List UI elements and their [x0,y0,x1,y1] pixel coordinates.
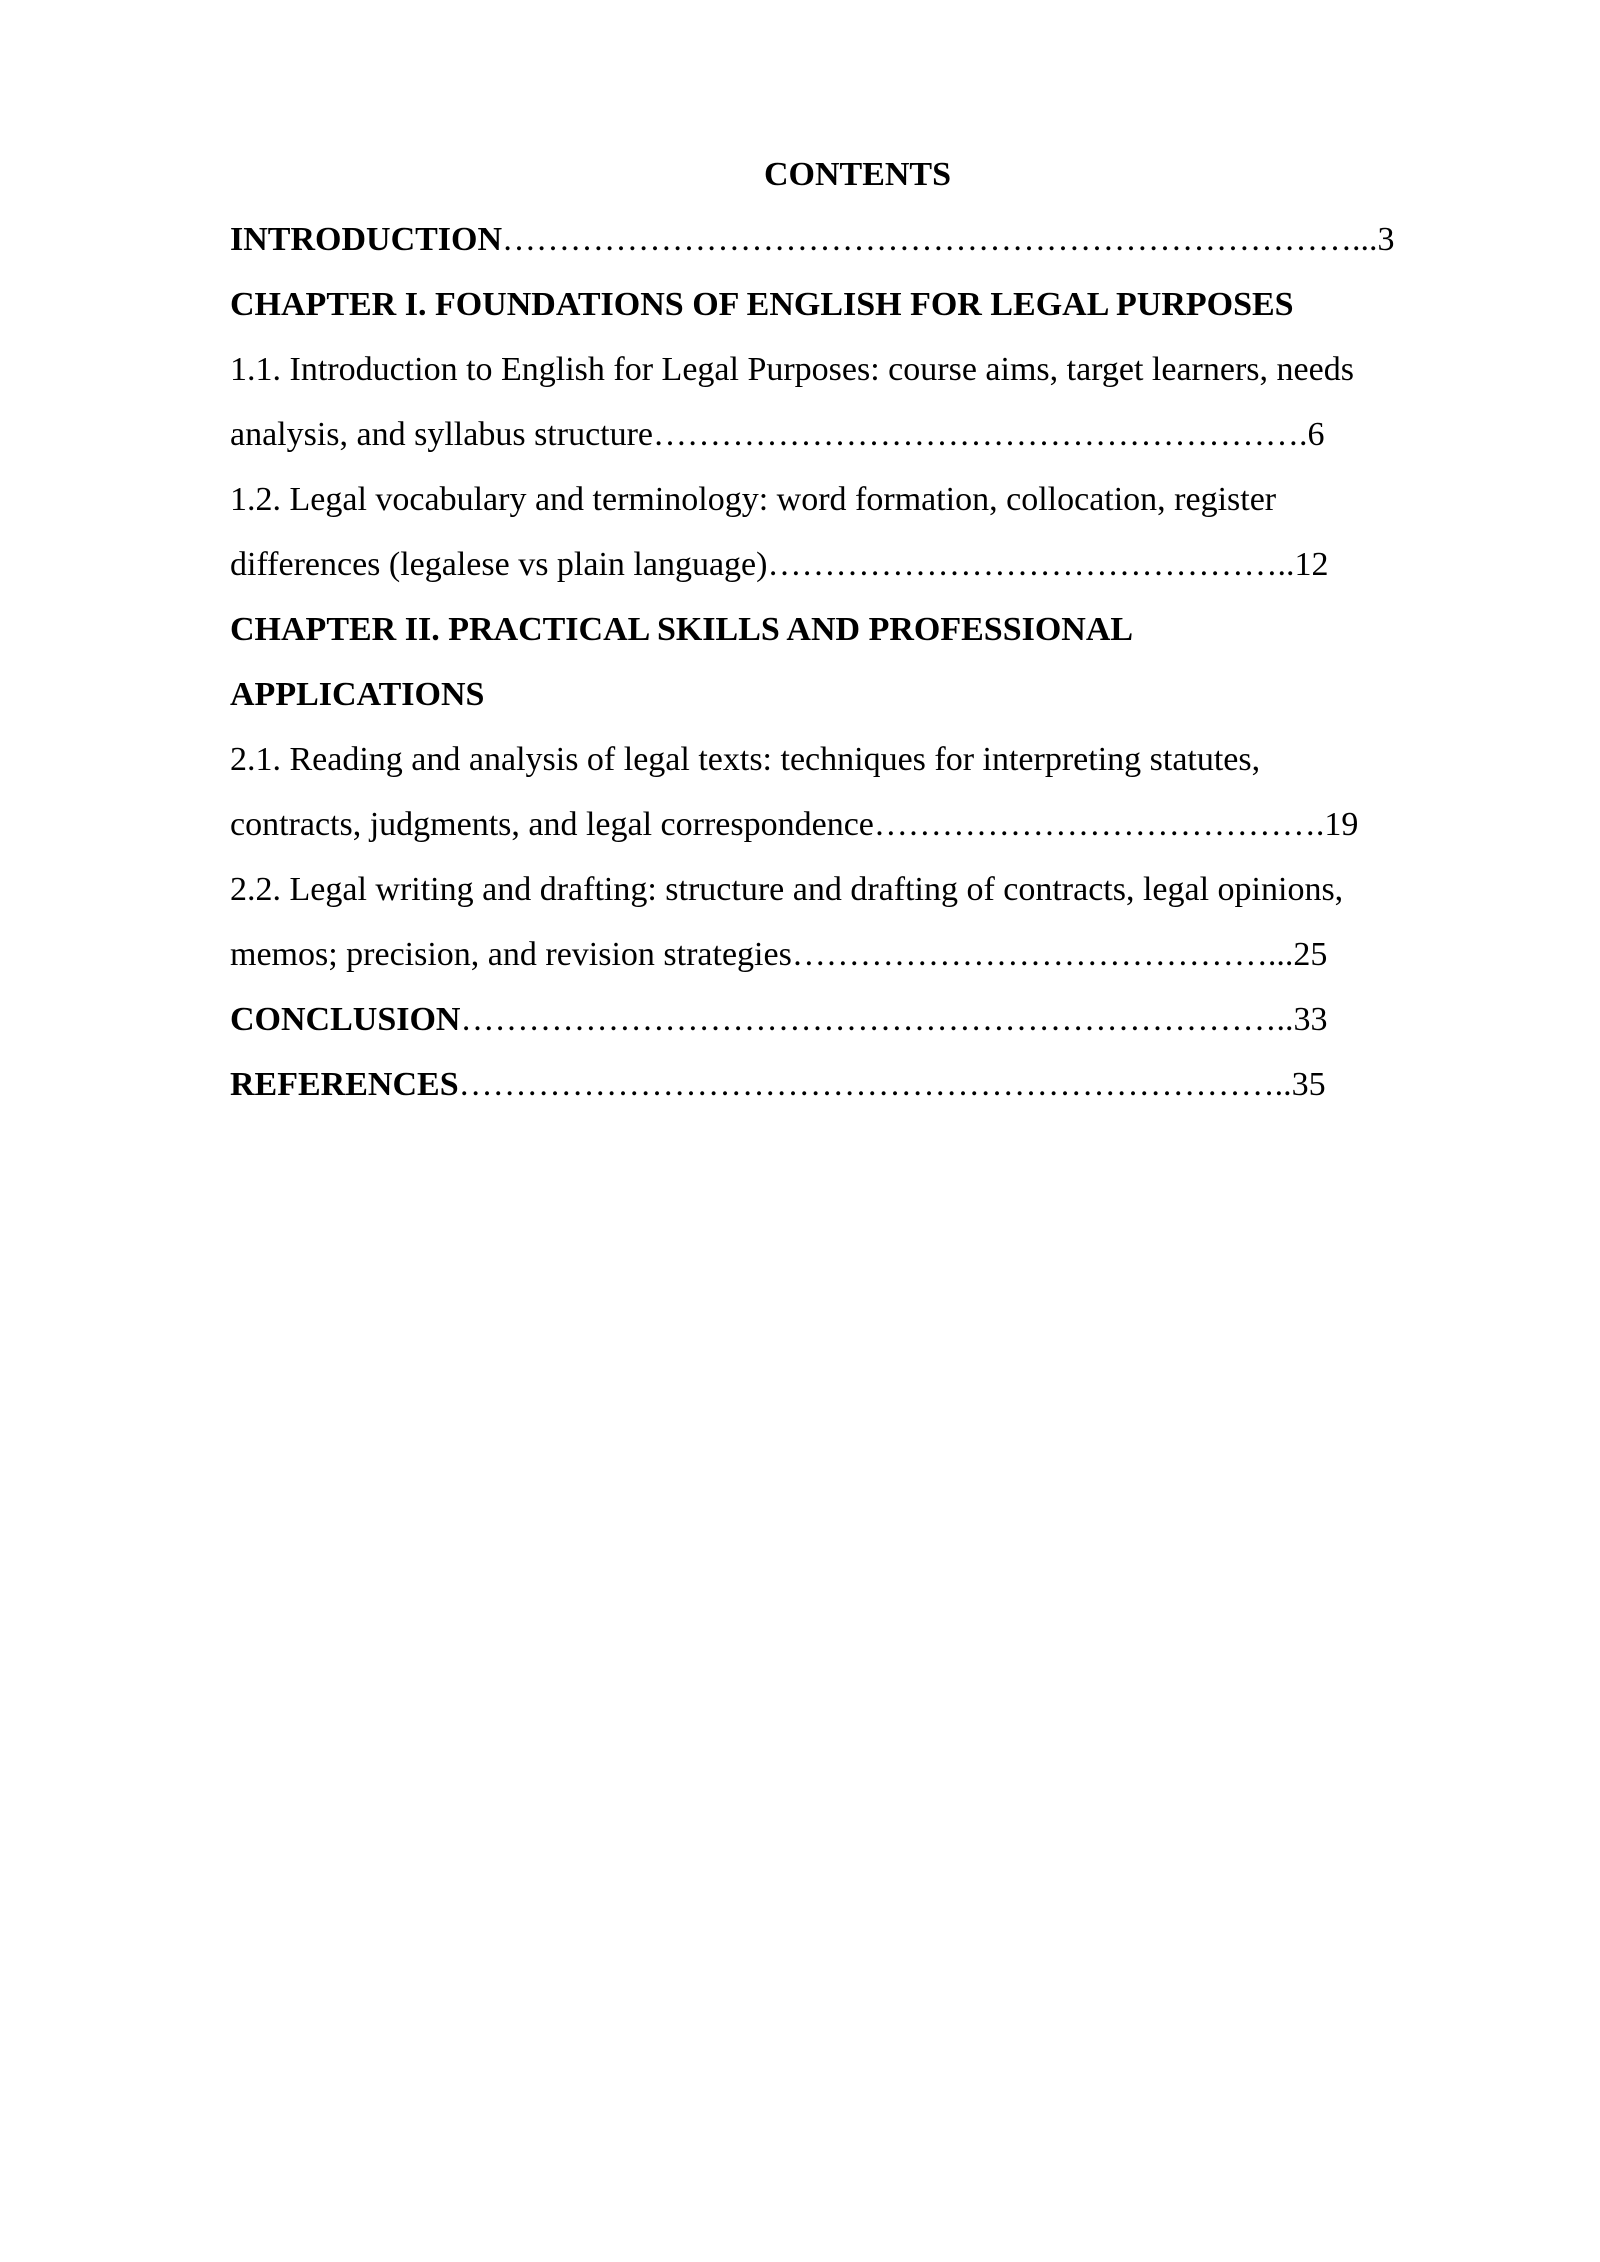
toc-entry-text: CHAPTER II. PRACTICAL SKILLS AND PROFESSIONAL [230,611,1134,648]
toc-entry-text: APPLICATIONS [230,676,485,713]
toc-entry-text: memos; precision, and revision strategies [230,936,792,973]
toc-entry-leader: ………………………………………………….6 [653,416,1325,453]
toc-entry-text: REFERENCES [230,1066,459,1103]
toc-entry-text: 2.1. Reading and analysis of legal texts: techniques for interpreting statutes, [230,741,1261,778]
toc-heading-chapter-1 [230,272,1485,337]
toc-entry-leader: ………………………………….19 [873,806,1359,843]
toc-entry-leader: ………………………………………………………………..35 [458,1066,1326,1103]
toc-entry-leader: ……………………………………...25 [791,936,1328,973]
toc-entry-1-2-line-2 [230,532,1485,597]
toc-entry-leader: ………………………………………..12 [767,546,1329,583]
toc-entry-text: 1.2. Legal vocabulary and terminology: word formation, collocation, register [230,481,1277,518]
toc-entry-references [230,1052,1485,1117]
toc-entry-leader: ………………………………………………………………..33 [460,1001,1328,1038]
toc-entry-conclusion [230,987,1485,1052]
toc-entry-1-1-line-1 [230,337,1485,402]
toc-entry-introduction [230,207,1485,272]
toc-entry-2-1-line-1 [230,727,1485,792]
toc-entry-text: INTRODUCTION [230,221,503,258]
toc-entry-2-1-line-2 [230,792,1485,857]
contents-title: CONTENTS [763,156,952,193]
toc-entry-2-2-line-2 [230,922,1485,987]
toc-entry-text: 2.2. Legal writing and drafting: structure and drafting of contracts, legal opinions, [230,871,1344,908]
toc-entry-text: contracts, judgments, and legal correspondence [230,806,874,843]
toc-entry-text: 1.1. Introduction to English for Legal Purposes: course aims, target learners, needs [230,351,1354,388]
toc-entry-text: CONCLUSION [230,1001,461,1038]
table-of-contents [230,142,1485,1117]
toc-entry-1-1-line-2 [230,402,1485,467]
toc-entry-text: analysis, and syllabus structure [230,416,654,453]
toc-entry-text: differences (legalese vs plain language) [230,546,768,583]
toc-heading-chapter-2-line-2 [230,662,1485,727]
toc-entry-1-2-line-1 [230,467,1485,532]
toc-entry-leader: …………………………………………………………………...3 [502,221,1395,258]
toc-entry-2-2-line-1 [230,857,1485,922]
toc-entry-text: CHAPTER I. FOUNDATIONS OF ENGLISH FOR LEGAL PURPOSES [230,286,1294,323]
toc-heading-chapter-2-line-1 [230,597,1485,662]
